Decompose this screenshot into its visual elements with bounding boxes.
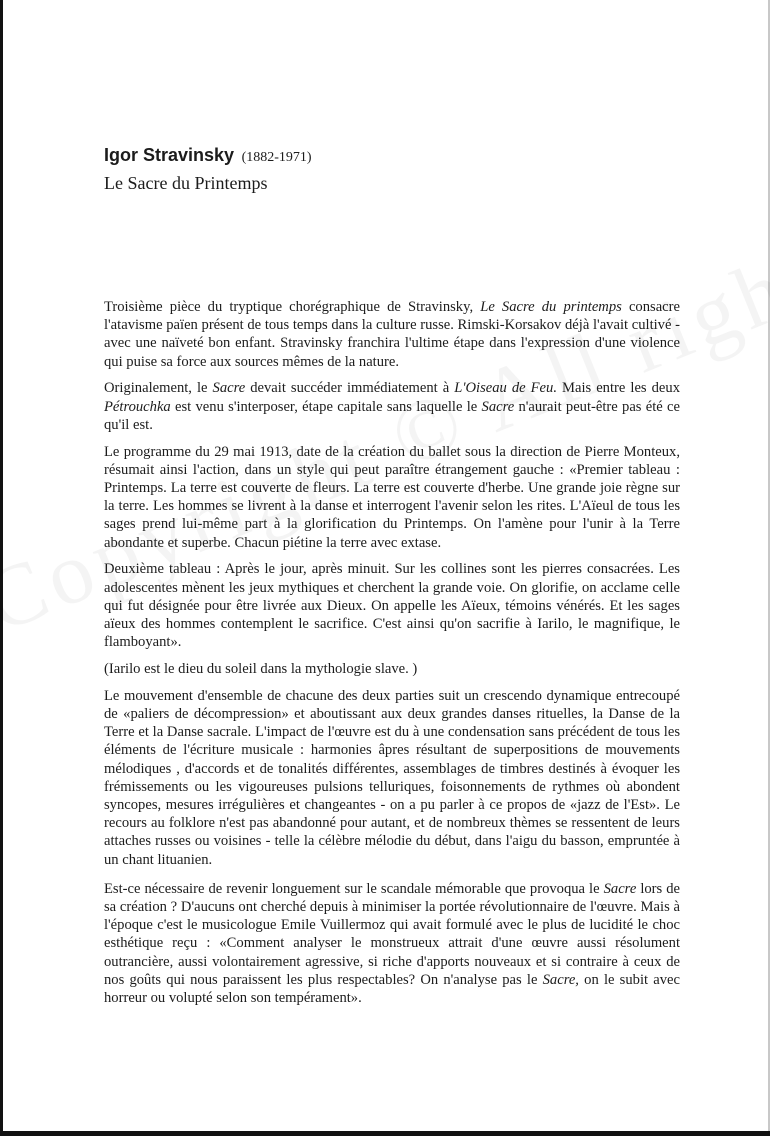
paragraph-7 [104, 880, 680, 1007]
italic-title: Pétrouchka [104, 398, 171, 415]
italic-title: Sacre, [542, 971, 579, 988]
document-header [104, 144, 312, 195]
composer-dates: (1882-1971) [241, 150, 312, 165]
italic-title: Sacre [212, 380, 246, 397]
scan-border-bottom [0, 1131, 770, 1136]
article-body [104, 298, 680, 1016]
paragraph-2 [104, 379, 680, 434]
scan-border-left [0, 0, 3, 1136]
text-run: Troisième pièce du tryptique chorégraphique de Stravinsky, [104, 299, 481, 315]
paragraph-3: Le programme du 29 mai 1913, date de la création du ballet sous la direction de Pierre Monteux, résumait ainsi l'action, dans un style qui peut paraître étrangement gauche : «Premier tableau : Printemps. La terre est couverte de fleurs. La terre est couverte d'herbe. Une grande joie règne sur la terre. Les hommes se livrent à la danse et interrogent l'avenir selon les rites. L'Aïeul de tous les sages prend lui-même part à la glorification du Printemps. On l'amène pour l'unir à la Terre abondante et superbe. Chacun piétine la terre avec extase. [104, 443, 680, 551]
text-run: n'aurait peut-être pas été ce qu'il est. [104, 398, 680, 433]
text-run: lors de sa création ? D'aucuns ont cherché depuis à minimiser la portée révolutionnaire de l'œuvre. Mais à l'époque c'est le musicologue Emile Vuillermoz qui avait formulé avec le plus de lucidité le choc esthétique reçu : «Comment analyser le monstrueux attrait d'une œuvre aussi résolument outrancière, aussi volontairement agressive, si riche d'apports nouveaux et si contraire à ceux de nos goûts qui nous paraissent les plus respectables? On n'analyse pas le [104, 880, 680, 988]
work-title: Le Sacre du Printemps [104, 173, 268, 193]
italic-title: Sacre [481, 398, 515, 415]
paragraph-6: Le mouvement d'ensemble de chacune des deux parties suit un crescendo dynamique entrecoupé de «paliers de décompression» et aboutissant aux deux grandes danses rituelles, la Danse de la Terre et la Danse sacrale. L'impact de l'œuvre est du à une condensation sans précédent de tous les éléments de l'écriture musicale : harmonies âpres résultant de superpositions de mouvements mélodiques , d'accords et de tonalités différentes, assemblages de timbres destinés à évoquer les frémissements ou les vigoureuses pulsions telluriques, foisonnements de rythmes où abondent syncopes, mesures irrégulières et changeantes - on a pu parler à ce propos de «jazz de l'Est». Le recours au folklore n'est pas abandonné pour autant, et de nombreux thèmes se ressentent de leurs attaches russes ou voisines - telle la célèbre mélodie du début, dans l'aigu du basson, empruntée à un chant lituanien. [104, 687, 680, 868]
text-run: Originalement, le [104, 380, 213, 397]
composer-line [104, 144, 312, 169]
italic-title: Le Sacre du printemps [480, 299, 622, 315]
paragraph-5: (Iarilo est le dieu du soleil dans la mythologie slave. ) [104, 661, 418, 678]
italic-title: L'Oiseau de Feu. [454, 380, 557, 397]
text-run: Mais entre les deux [556, 380, 680, 397]
italic-title: Sacre [603, 880, 637, 897]
composer-name: Igor Stravinsky [104, 145, 235, 165]
text-run: est venu s'interposer, étape capitale sans laquelle le [170, 398, 482, 415]
paragraph-1 [104, 298, 680, 371]
text-run: devait succéder immédiatement à [245, 380, 455, 397]
text-run: Est-ce nécessaire de revenir longuement sur le scandale mémorable que provoqua le [104, 880, 604, 897]
text-run: on le subit avec horreur ou volupté selon son tempérament». [104, 971, 680, 1007]
text-run: consacre l'atavisme païen présent de tous temps dans la culture russe. Rimski-Korsakov déjà l'avait cultivé - avec une naïveté bon enfant. Stravinsky franchira l'ultime étape dans l'expression d'une violence qui puise sa force aux sources mêmes de la nature. [104, 299, 680, 370]
paragraph-4: Deuxième tableau : Après le jour, après minuit. Sur les collines sont les pierres consacrées. Les adolescentes mènent les jeux mythiques et cherchent la grande voie. On glorifie, on acclame celle qui fut désignée pour être livrée aux Dieux. On appelle les Aïeux, témoins vénérés. Et les sages aïeux des hommes contemplent le sacrifice. C'est ainsi qu'on sacrifie à Iarilo, le magnifique, le flamboyant». [104, 561, 680, 651]
